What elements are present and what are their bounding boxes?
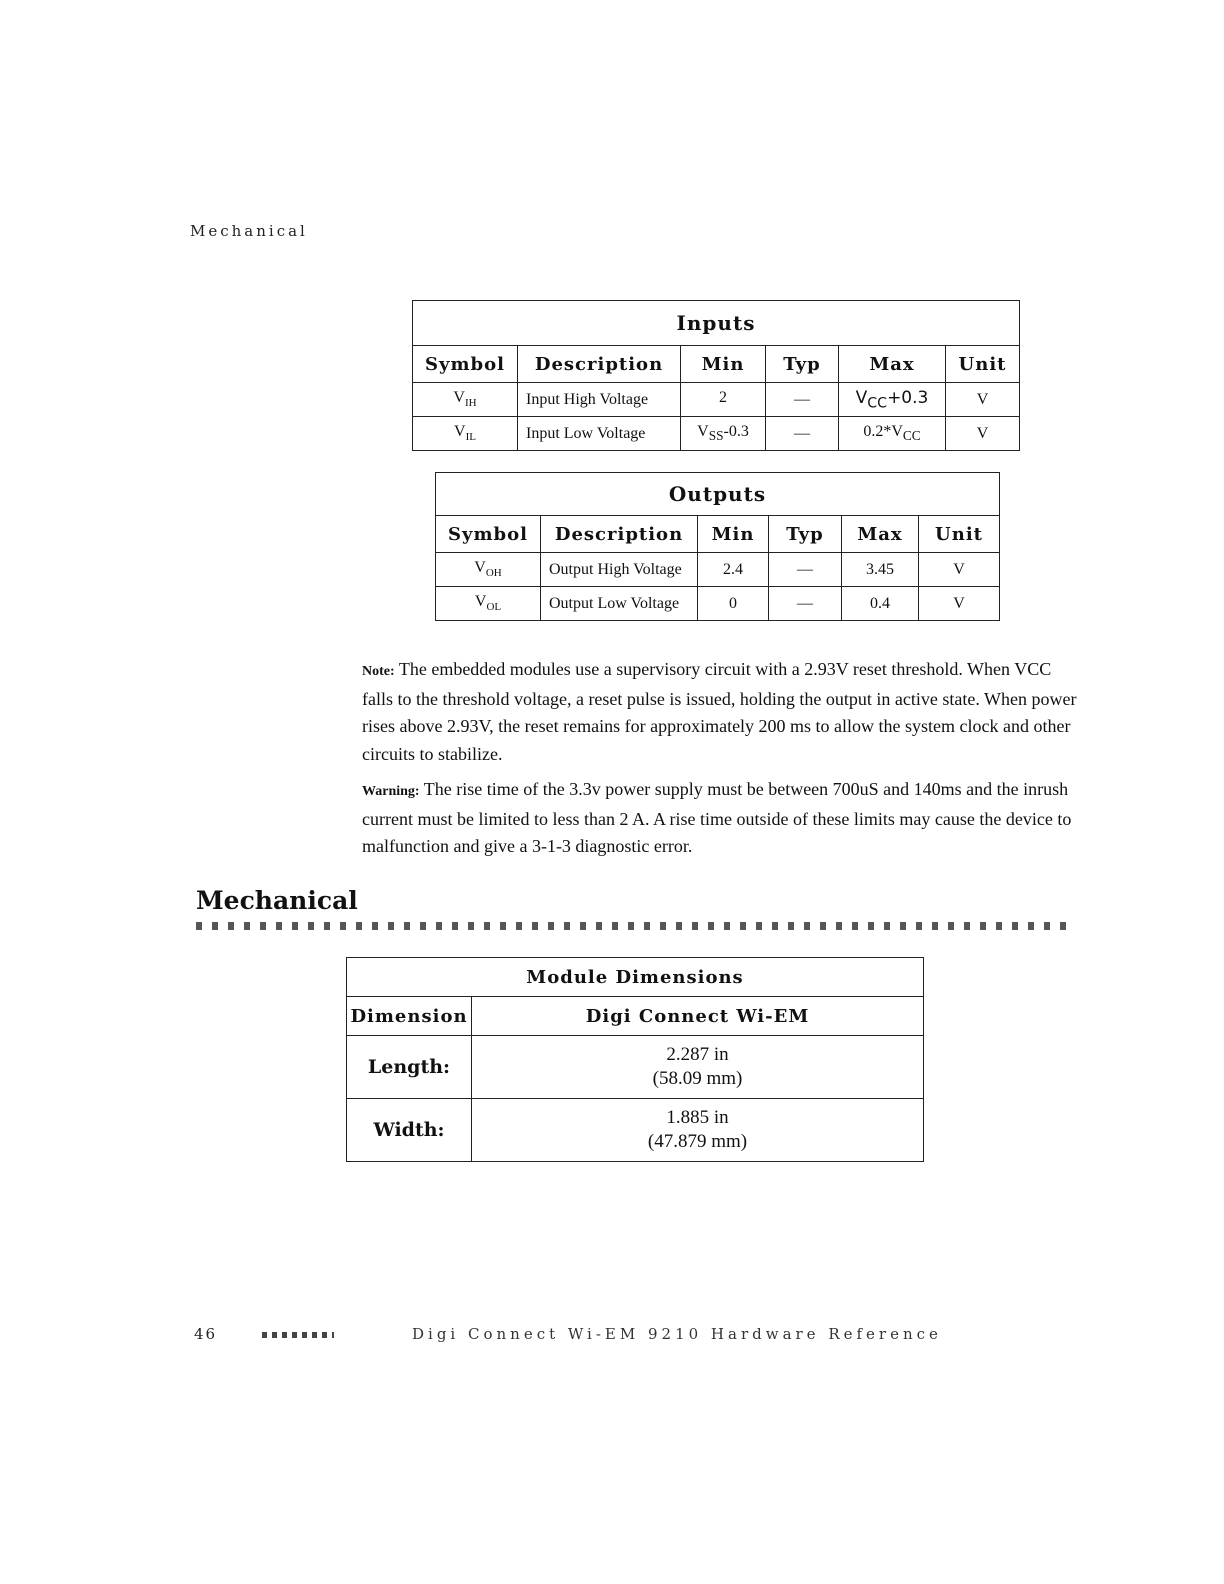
table-row xyxy=(347,1036,924,1099)
note-label: Note: xyxy=(362,664,395,679)
outputs-header-typ: Typ xyxy=(769,516,842,553)
dimensions-table-title: Module Dimensions xyxy=(347,958,924,997)
unit-cell: V xyxy=(919,553,1000,587)
section-rule xyxy=(196,922,1074,930)
description-cell: Output High Voltage xyxy=(541,553,698,587)
outputs-header-min: Min xyxy=(698,516,769,553)
warning-label: Warning: xyxy=(362,784,420,799)
inputs-table xyxy=(412,300,1020,451)
unit-cell: V xyxy=(946,383,1020,417)
table-row xyxy=(436,553,1000,587)
symbol-cell: $V_{IH}$ xyxy=(413,383,518,417)
description-cell: Input Low Voltage xyxy=(518,417,681,451)
running-head: Mechanical xyxy=(190,222,308,240)
dimension-value: 1.885 in (47.879 mm) xyxy=(472,1099,924,1162)
outputs-header-description: Description xyxy=(541,516,698,553)
dimensions-table xyxy=(346,957,924,1162)
table-row xyxy=(413,417,1020,451)
symbol-cell: $V_{OL}$ xyxy=(436,587,541,621)
unit-cell: V xyxy=(919,587,1000,621)
max-cell: $0.2*V_{CC}$ xyxy=(839,417,946,451)
notes-block xyxy=(362,656,1077,869)
outputs-table xyxy=(435,472,1000,621)
min-cell: 2.4 xyxy=(698,553,769,587)
dimension-label: Width: xyxy=(347,1099,472,1162)
max-cell: $V_{CC}+0.3$ xyxy=(839,383,946,417)
inputs-header-min: Min xyxy=(681,346,766,383)
dimension-label: Length: xyxy=(347,1036,472,1099)
description-cell: Output Low Voltage xyxy=(541,587,698,621)
inputs-header-description: Description xyxy=(518,346,681,383)
warning-text: The rise time of the 3.3v power supply must be between 700uS and 140ms and the inrush current must be limited to less than 2 A. A rise time outside of these limits may cause the device to malfunction and give a 3-1-3 diagnostic error. xyxy=(362,779,1072,856)
outputs-header-symbol: Symbol xyxy=(436,516,541,553)
outputs-header-max: Max xyxy=(842,516,919,553)
dimensions-header-dimension: Dimension xyxy=(347,997,472,1036)
warning-paragraph xyxy=(362,776,1077,861)
unit-cell: V xyxy=(946,417,1020,451)
symbol-cell: $V_{OH}$ xyxy=(436,553,541,587)
outputs-header-unit: Unit xyxy=(919,516,1000,553)
min-cell: $V_{SS}-0.3$ xyxy=(681,417,766,451)
note-text: The embedded modules use a supervisory circuit with a 2.93V reset threshold. When VCC falls to the threshold voltage, a reset pulse is issued, holding the output in active state. When power rises above 2.93V, the reset remains for approximately 200 ms to allow the system clock and other circuits to stabilize. xyxy=(362,659,1077,764)
inputs-header-unit: Unit xyxy=(946,346,1020,383)
table-row xyxy=(436,587,1000,621)
typ-cell: — xyxy=(769,553,842,587)
footer-dots xyxy=(262,1332,334,1338)
note-paragraph xyxy=(362,656,1077,768)
symbol-cell: $V_{IL}$ xyxy=(413,417,518,451)
section-heading: Mechanical xyxy=(196,886,358,915)
typ-cell: — xyxy=(766,417,839,451)
min-cell: 0 xyxy=(698,587,769,621)
typ-cell: — xyxy=(769,587,842,621)
description-cell: Input High Voltage xyxy=(518,383,681,417)
footer-doc-title: Digi Connect Wi-EM 9210 Hardware Reference xyxy=(412,1325,942,1343)
dimensions-header-product: Digi Connect Wi-EM xyxy=(472,997,924,1036)
typ-cell: — xyxy=(766,383,839,417)
inputs-table-title: Inputs xyxy=(413,301,1020,346)
inputs-header-max: Max xyxy=(839,346,946,383)
table-row xyxy=(413,383,1020,417)
max-cell: 0.4 xyxy=(842,587,919,621)
dimension-value: 2.287 in (58.09 mm) xyxy=(472,1036,924,1099)
inputs-header-symbol: Symbol xyxy=(413,346,518,383)
inputs-header-typ: Typ xyxy=(766,346,839,383)
min-cell: 2 xyxy=(681,383,766,417)
outputs-table-title: Outputs xyxy=(436,473,1000,516)
table-row xyxy=(347,1099,924,1162)
page-number: 46 xyxy=(194,1325,218,1343)
max-cell: 3.45 xyxy=(842,553,919,587)
